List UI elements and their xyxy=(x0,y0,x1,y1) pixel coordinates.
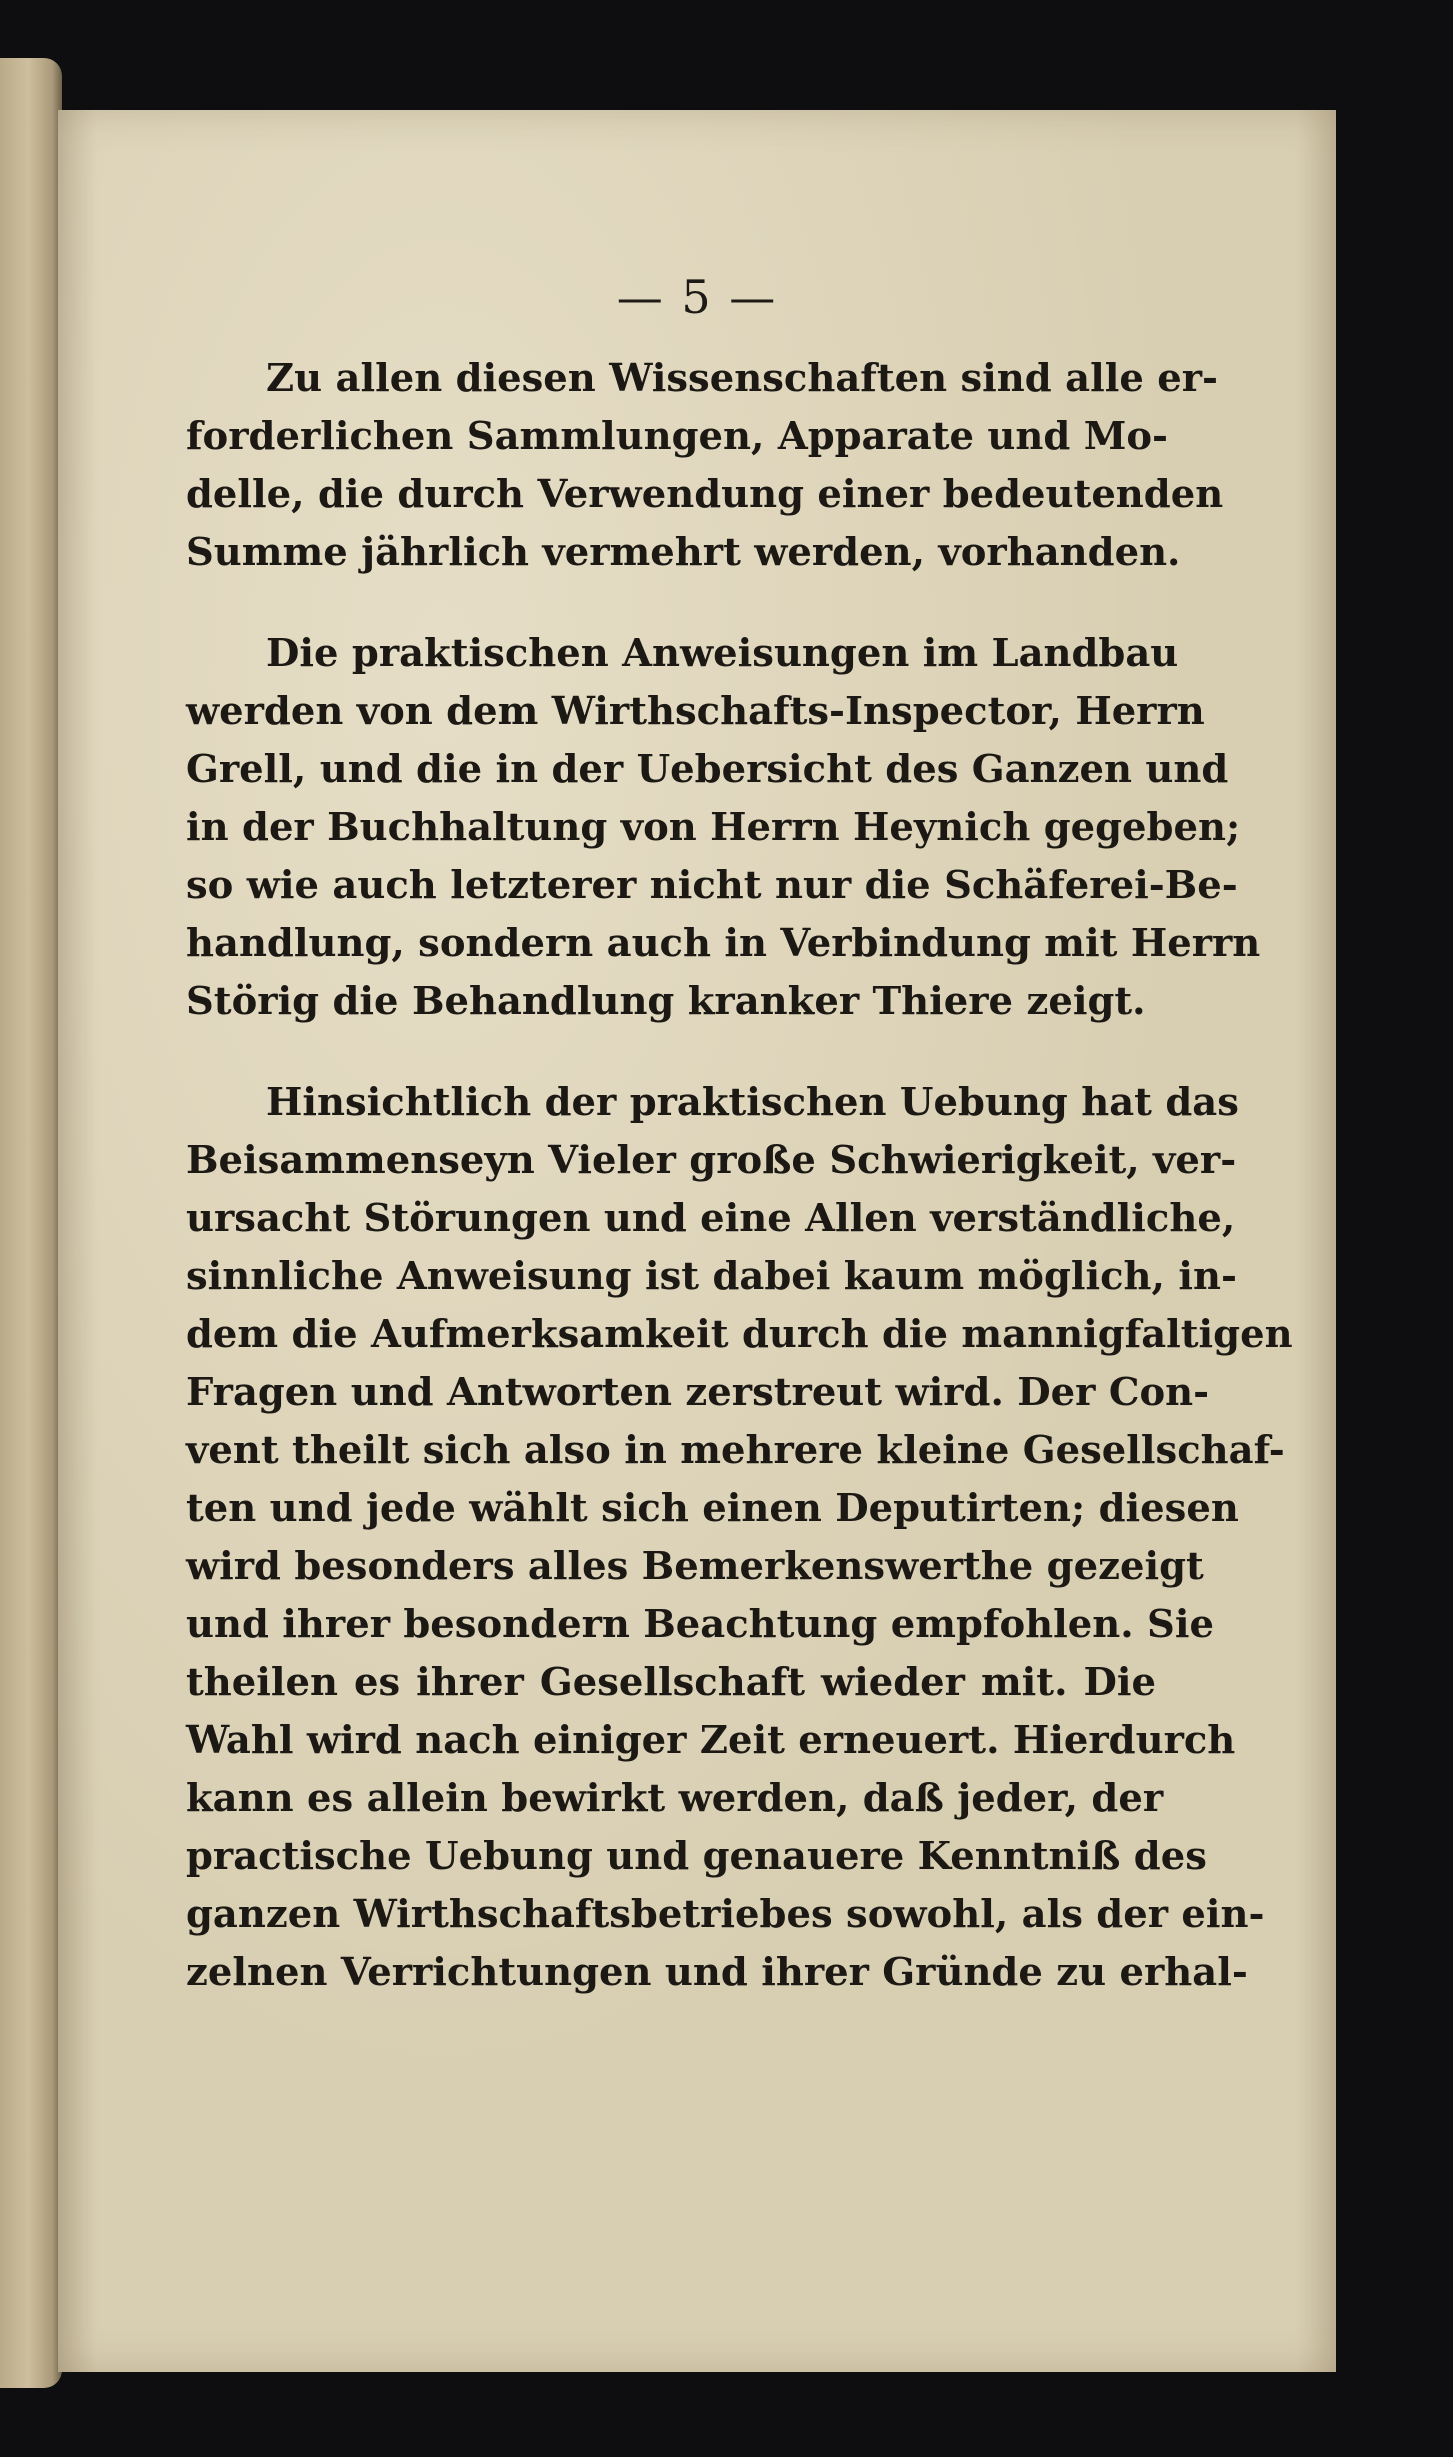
paragraph-1 xyxy=(186,350,1224,582)
previous-page-edge xyxy=(0,58,62,2388)
page-number: — 5 — xyxy=(616,270,778,324)
text-line: ursacht Störungen und eine Allen verständliche, xyxy=(186,1196,1236,1241)
text-line: vent theilt sich also in mehrere kleine Gesellschaf- xyxy=(186,1428,1285,1473)
text-line: forderlichen Sammlungen, Apparate und Mo- xyxy=(186,414,1168,459)
text-line: dem die Aufmerksamkeit durch die mannigfaltigen xyxy=(186,1312,1293,1357)
text-line: Wahl wird nach einiger Zeit erneuert. Hierdurch xyxy=(186,1718,1236,1763)
text-line: Grell, und die in der Uebersicht des Ganzen und xyxy=(186,747,1229,792)
text-line: Die praktischen Anweisungen im Landbau xyxy=(266,631,1179,676)
text-line: handlung, sondern auch in Verbindung mit Herrn xyxy=(186,921,1261,966)
text-line: delle, die durch Verwendung einer bedeutenden xyxy=(186,472,1224,517)
text-line: zelnen Verrichtungen und ihrer Gründe zu erhal- xyxy=(186,1950,1248,1995)
text-line: theilen es ihrer Gesellschaft wieder mit. Die xyxy=(186,1660,1156,1705)
text-line: Zu allen diesen Wissenschaften sind alle er- xyxy=(266,356,1218,401)
text-line: sinnliche Anweisung ist dabei kaum möglich, in- xyxy=(186,1254,1237,1299)
text-line: Beisammenseyn Vieler große Schwierigkeit, ver- xyxy=(186,1138,1237,1183)
text-line: Fragen und Antworten zerstreut wird. Der Con- xyxy=(186,1370,1210,1415)
text-line: wird besonders alles Bemerkenswerthe gezeigt xyxy=(186,1544,1204,1589)
paragraph-2 xyxy=(186,625,1261,1031)
text-line: so wie auch letzterer nicht nur die Schäferei-Be- xyxy=(186,863,1238,908)
text-line: Hinsichtlich der praktischen Uebung hat das xyxy=(266,1080,1239,1125)
text-line: practische Uebung und genauere Kenntniß des xyxy=(186,1834,1207,1879)
text-line: und ihrer besondern Beachtung empfohlen. Sie xyxy=(186,1602,1214,1647)
body-text xyxy=(186,350,1293,2002)
text-line: Summe jährlich vermehrt werden, vorhanden. xyxy=(186,530,1181,575)
text-line: Störig die Behandlung kranker Thiere zeigt. xyxy=(186,979,1146,1024)
text-line: ganzen Wirthschaftsbetriebes sowohl, als der ein- xyxy=(186,1892,1265,1937)
text-line: ten und jede wählt sich einen Deputirten; diesen xyxy=(186,1486,1239,1531)
text-line: kann es allein bewirkt werden, daß jeder, der xyxy=(186,1776,1164,1821)
paragraph-3 xyxy=(186,1074,1293,2002)
text-line: in der Buchhaltung von Herrn Heynich gegeben; xyxy=(186,805,1241,850)
book-page xyxy=(58,110,1336,2372)
text-line: werden von dem Wirthschafts-Inspector, Herrn xyxy=(186,689,1205,734)
